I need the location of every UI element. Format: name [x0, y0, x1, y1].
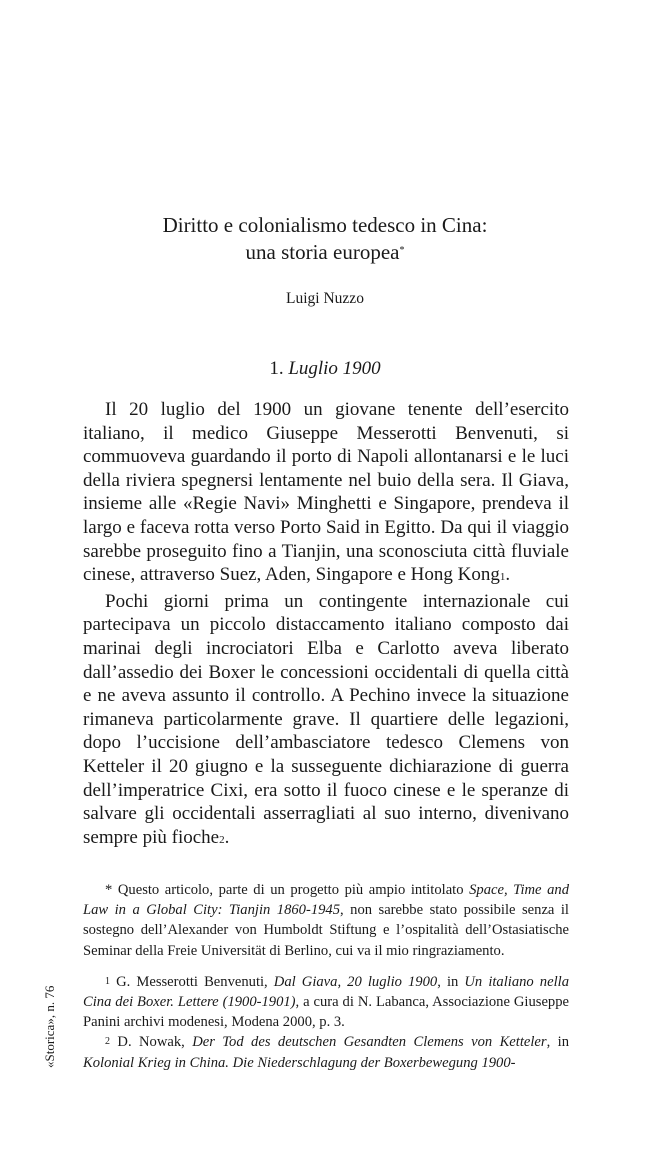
footnote-2-italic-2: Kolonial Krieg in China. Die Niederschlagung der Boxerbewegung 1900- — [83, 1054, 516, 1071]
section-title: Luglio 1900 — [288, 358, 381, 379]
footnote-ref-1: 1 — [499, 571, 506, 584]
footnote-2-italic-1: Der Tod des deutschen Gesandten Clemens von Ketteler — [192, 1034, 547, 1051]
footnote-star-mark: * — [105, 882, 113, 898]
footnote-2 — [83, 1032, 569, 1072]
paragraph — [83, 590, 569, 853]
footnote-1-italic-2: Un italiano nella Cina dei Boxer. Lettere (1900-1901) — [83, 973, 569, 1011]
footnote-star-text-end: , non sarebbe stato possibile senza il sostegno dell’Alexander von Humboldt Stiftung e l’ospitalità dell’Ostasiatische Seminar della Freie Universität di Berlino, cui va il mio ringraziamento. — [83, 902, 569, 959]
footnote-1-mark: 1 — [105, 975, 110, 987]
body-text — [83, 398, 569, 852]
footnote-1 — [83, 972, 569, 1033]
paragraph-2-text: Pochi giorni prima un contingente internazionale cui partecipava un piccolo distaccamento italiano composto dai marinai degli incrociatori Elba e Carlotto aveva liberato dall’assedio dei Boxer le concessioni occidentali di quella città e ne aveva assunto il controllo. A Pechino invece la situazione rimaneva particolarmente grave. Il quartiere delle legazioni, dopo l’uccisione dell’ambasciatore tedesco Clemens von Ketteler il 20 giugno e la susseguente dichiarazione di guerra dell’imperatrice Cixi, era sotto il fuoco cinese e le speranze di salvare gli occidentali asserragliati al suo interno, divenivano sempre più fioche — [83, 590, 569, 848]
footnotes — [83, 880, 569, 1073]
paragraph-2-end: . — [224, 826, 230, 848]
paragraph-1-end: . — [505, 564, 511, 586]
footnote-star-italic: Space, Time and Law in a Global City: Tianjin 1860-1945 — [83, 882, 569, 919]
title-footnote-mark: * — [399, 245, 405, 256]
paragraph-1-text: Il 20 luglio del 1900 un giovane tenente dell’esercito italiano, il medico Giuseppe Messerotti Benvenuti, si commuoveva guardando il porto di Napoli allontanarsi e le luci della riviera spegnersi lentamente nel buio della sera. Il Giava, insieme alle «Regie Navi» Minghetti e Singapore, prendeva il largo e faceva rotta verso Porto Said in Egitto. Da qui il viaggio sarebbe proseguito fino a Tianjin, una sconosciuta città fluviale cinese, attraverso Suez, Aden, Singapore e Hong Kong — [83, 399, 569, 586]
section-heading — [80, 358, 570, 380]
footnote-2-text-2: , in — [546, 1034, 569, 1051]
footnote-ref-2: 2 — [219, 833, 225, 846]
title-line-1: Diritto e colonialismo tedesco in Cina: — [162, 213, 488, 237]
section-number: 1. — [269, 358, 284, 379]
footnote-1-text: G. Messerotti Benvenuti, — [116, 973, 274, 990]
footnote-star — [83, 880, 569, 961]
article-title — [80, 212, 570, 266]
paragraph — [83, 398, 569, 590]
footnote-2-mark: 2 — [105, 1036, 110, 1048]
footnote-1-text-2: , in — [437, 973, 465, 990]
title-line-2: una storia europea — [245, 240, 400, 264]
author-name: Luigi Nuzzo — [286, 290, 364, 307]
footnote-1-text-3: , a cura di N. Labanca, Associazione Giuseppe Panini archivi modenesi, Modena 2000, p. 3. — [83, 994, 569, 1031]
footnote-2-text: D. Nowak, — [117, 1034, 193, 1051]
footnote-1-italic-1: Dal Giava, 20 luglio 1900 — [273, 973, 438, 990]
running-head: «Storica», n. 76 — [42, 985, 57, 1068]
footnote-star-text: Questo articolo, parte di un progetto più ampio intitolato — [117, 882, 470, 898]
